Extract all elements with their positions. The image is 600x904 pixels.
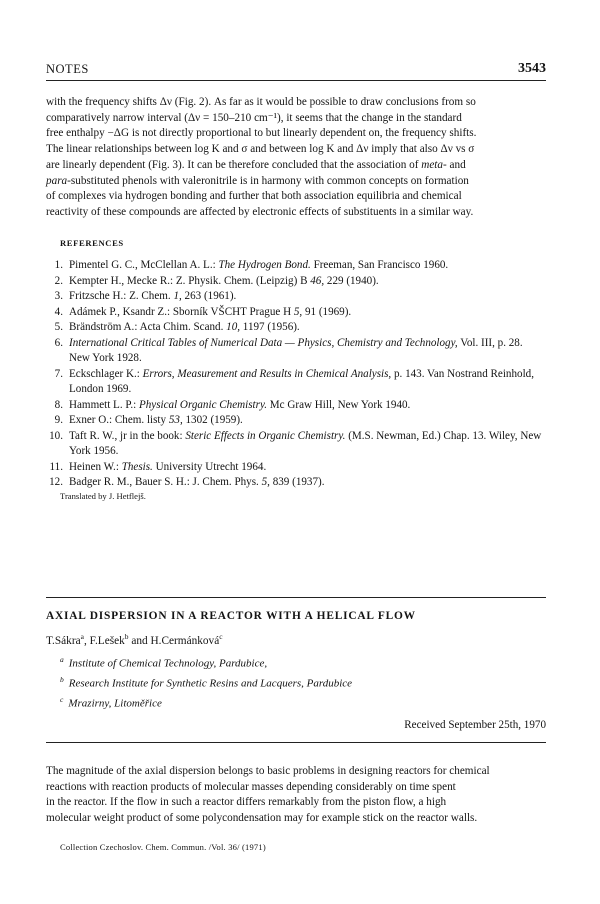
text-line: para-substituted phenols with valeronitrile is in harmony with common concepts on formation <box>46 174 469 187</box>
reference-item: 9. Exner O.: Chem. listy 53, 1302 (1959). <box>54 414 243 426</box>
reference-item: 5. Brändström A.: Acta Chim. Scand. 10, 1197 (1956). <box>54 321 300 333</box>
reference-item: 2. Kempter H., Mecke R.: Z. Physik. Chem. (Leipzig) B 46, 229 (1940). <box>54 274 379 287</box>
author-name: H.Cermánková <box>150 634 220 647</box>
references-heading: REFERENCES <box>60 238 124 248</box>
text-line: free enthalpy −ΔG is not directly proportional to but linearly dependent on, the frequency shifts. <box>46 127 477 140</box>
header-rule <box>46 80 546 81</box>
author-line: T.Sákra$^a$, F.Lešek$^b$ and H.Cermánková$^c$ <box>46 632 223 647</box>
section-rule-top <box>46 597 546 598</box>
reference-item: 12. Badger R. M., Bauer S. H.: J. Chem. Phys. 5, 839 (1937). <box>49 476 325 488</box>
reference-item: 6. International Critical Tables of Numerical Data — Physics, Chemistry and Technology, Vol. III, p. 28. New York 1928. <box>54 336 523 364</box>
received-date: Received September 25th, 1970 <box>404 719 546 731</box>
abstract-paragraph <box>46 764 546 827</box>
reference-item: 3. Fritzsche H.: Z. Chem. 1, 263 (1961). <box>54 290 237 302</box>
text-line: reactions with reaction products of molecular masses depending considerably on time spent <box>46 780 456 793</box>
reference-item: 8. Hammett L. P.: Physical Organic Chemistry. Mc Graw Hill, New York 1940. <box>54 398 411 411</box>
reference-item: 1. Pimentel G. C., McClellan A. L.: The Hydrogen Bond. Freeman, San Francisco 1960. <box>54 259 449 271</box>
section-rule-bottom <box>46 742 546 743</box>
affiliations <box>60 652 352 712</box>
affiliation-item: $^a$ Institute of Chemical Technology, Pardubice, <box>60 655 268 670</box>
text-line: are linearly dependent (Fig. 3). It can be therefore concluded that the association of meta- and <box>46 158 466 171</box>
text-line: The magnitude of the axial dispersion belongs to basic problems in designing reactors for chemical <box>46 765 490 777</box>
text-line: of complexes via hydrogen bonding and further that both association equilibria and chemical <box>46 190 462 203</box>
journal-footer: Collection Czechoslov. Chem. Commun. /Vol. 36/ (1971) <box>60 842 266 852</box>
page-number: 3543 <box>518 61 546 76</box>
author-name: T.Sákra <box>46 634 81 647</box>
section-name: NOTES <box>46 62 89 76</box>
affiliation-item: $^c$ Mrazirny, Litoměřice <box>60 694 162 710</box>
reference-list <box>46 258 546 491</box>
text-line: molecular weight product of some polycondensation may for example stick on the reactor walls. <box>46 812 478 825</box>
text-line: The linear relationships between log K and σ and between log K and Δν imply that also Δν vs σ <box>46 143 475 156</box>
text-line: in the reactor. If the flow in such a reactor differs remarkably from the piston flow, a high <box>46 796 447 809</box>
text-line: with the frequency shifts Δν (Fig. 2). As far as it would be possible to draw conclusions from so <box>46 96 476 108</box>
text-line: reactivity of these compounds are affected by electronic effects of substituents in a similar way. <box>46 205 474 218</box>
translator-note: Translated by J. Hetflejš. <box>60 491 146 501</box>
reference-item: 11. Heinen W.: Thesis. University Utrecht 1964. <box>49 460 267 473</box>
reference-item: 10. Taft R. W., jr in the book: Steric Effects in Organic Chemistry. (M.S. Newman, Ed.) Chap. 13. Wiley, New York 1956. <box>49 429 542 457</box>
reference-item: 7. Eckschlager K.: Errors, Measurement and Results in Chemical Analysis, p. 143. Van Nostrand Reinhold, London 1969. <box>54 367 534 395</box>
running-header <box>46 62 546 78</box>
text-line: comparatively narrow interval (Δν = 150–210 cm⁻¹), it seems that the change in the standard <box>46 111 462 124</box>
article-title: AXIAL DISPERSION IN A REACTOR WITH A HELICAL FLOW <box>46 610 416 622</box>
affiliation-item: $^b$ Research Institute for Synthetic Resins and Lacquers, Pardubice <box>60 674 353 690</box>
author-name: F.Lešek <box>89 634 125 647</box>
continuation-paragraph <box>46 95 546 221</box>
reference-item: 4. Adámek P., Ksandr Z.: Sborník VŠCHT Prague H 5, 91 (1969). <box>54 305 352 318</box>
